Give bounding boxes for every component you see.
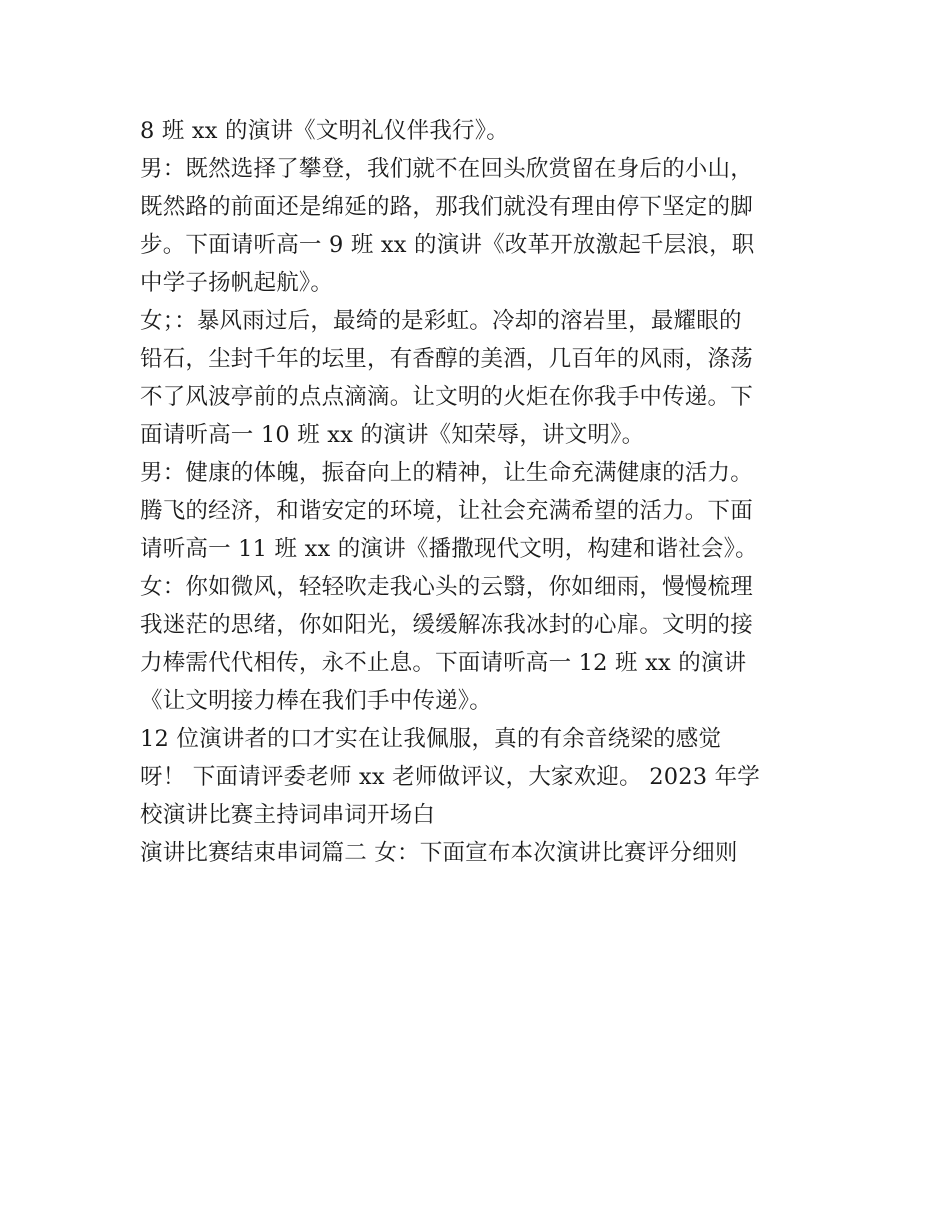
document-body	[140, 112, 820, 872]
text-line: 8 班 xx 的演讲《文明礼仪伴我行》。	[140, 118, 509, 144]
text-line: 不了风波亭前的点点滴滴。让文明的火炬在你我手中传递。下	[140, 384, 753, 410]
text-line: 女；：暴风雨过后，最绮的是彩虹。冷却的溶岩里，最耀眼的	[140, 308, 742, 334]
text-line: 请听高一 11 班 xx 的演讲《播撒现代文明，构建和谐社会》。	[140, 536, 758, 562]
text-line: 腾飞的经济，和谐安定的环境，让社会充满希望的活力。下面	[140, 498, 753, 524]
text-line: 《让文明接力棒在我们手中传递》。	[140, 688, 492, 714]
text-line: 12 位演讲者的口才实在让我佩服，真的有余音绕梁的感觉	[140, 726, 722, 752]
text-line: 中学子扬帆起航》。	[140, 270, 334, 296]
text-line: 铅石，尘封千年的坛里，有香醇的美酒，几百年的风雨，涤荡	[140, 346, 753, 372]
text-line: 男：既然选择了攀登，我们就不在回头欣赏留在身后的小山，	[140, 156, 753, 182]
text-line: 我迷茫的思绪，你如阳光，缓缓解冻我冰封的心扉。文明的接	[140, 612, 753, 638]
text-line: 女：你如微风，轻轻吹走我心头的云翳，你如细雨，慢慢梳理	[140, 574, 753, 600]
text-line: 校演讲比赛主持词串词开场白	[140, 802, 436, 828]
text-line: 男：健康的体魄，振奋向上的精神，让生命充满健康的活力。	[140, 460, 753, 486]
text-line: 演讲比赛结束串词篇二 女：下面宣布本次演讲比赛评分细则	[140, 840, 738, 866]
text-line: 呀！ 下面请评委老师 xx 老师做评议，大家欢迎。 2023 年学	[140, 764, 761, 790]
text-line: 面请听高一 10 班 xx 的演讲《知荣辱，讲文明》。	[140, 422, 645, 448]
text-line: 既然路的前面还是绵延的路，那我们就没有理由停下坚定的脚	[140, 194, 753, 220]
text-line: 力棒需代代相传，永不止息。下面请听高一 12 班 xx 的演讲	[140, 650, 747, 676]
text-line: 步。下面请听高一 9 班 xx 的演讲《改革开放激起千层浪，职	[140, 232, 755, 258]
